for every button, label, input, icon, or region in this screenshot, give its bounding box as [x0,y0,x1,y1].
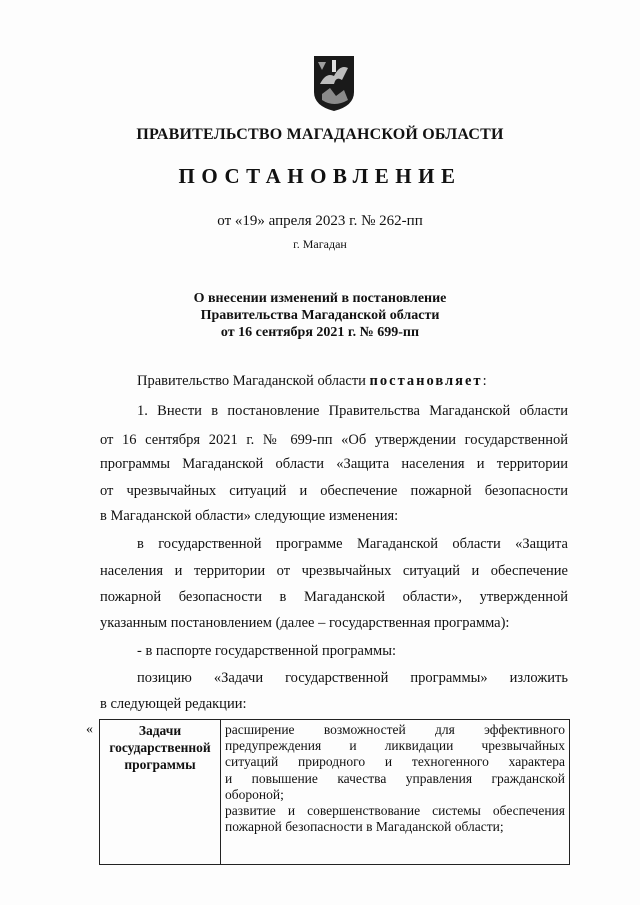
paragraph-line: в Магаданской области» следующие изменения: [100,508,399,524]
opening-quote-mark: « [86,722,93,737]
program-tasks-table [99,719,570,865]
paragraph-line: 1. Внести в постановление Правительства Магаданской области [137,403,568,419]
table-cell-label [100,720,221,865]
paragraph-line: указанным постановлением (далее – государственная программа): [100,615,510,631]
cell-content-line: обороной; [225,786,284,802]
intro-verb: постановляет [369,373,483,389]
document-city: г. Магадан [293,237,347,251]
document-subject [0,290,640,341]
government-name: ПРАВИТЕЛЬСТВО МАГАДАНСКОЙ ОБЛАСТИ [136,126,504,143]
subject-line: Правительства Магаданской области [200,308,440,323]
paragraph-line: от чрезвычайных ситуаций и обеспечение пожарной безопасности [100,483,568,499]
cell-content-line: ситуаций природного и техногенного характера [225,754,565,770]
table-row [100,720,570,865]
intro-paragraph [137,373,487,390]
paragraph-line: населения и территории от чрезвычайных ситуаций и обеспечение [100,563,568,579]
cell-content-line: и повышение качества управления гражданской [225,770,565,786]
paragraph-line: пожарной безопасности в Магаданской области», утвержденной [100,589,568,605]
cell-label-line: государственной [109,740,211,755]
paragraph-line: от 16 сентября 2021 г. № 699-пп «Об утверждении государственной [100,432,568,448]
cell-label-line: программы [124,757,196,772]
intro-colon: : [482,373,487,389]
coat-of-arms-emblem [312,54,356,112]
cell-label-line: Задачи [138,723,182,738]
cell-content-line: пожарной безопасности в Магаданской области; [225,819,504,835]
document-date-number: от «19» апреля 2023 г. № 262-пп [217,213,423,229]
paragraph-line: в следующей редакции: [100,696,247,712]
paragraph-line: - в паспорте государственной программы: [137,643,397,659]
cell-content-line: развитие и совершенствование системы обеспечения [225,803,565,819]
paragraph-line: в государственной программе Магаданской области «Защита [137,536,568,552]
cell-content-line: расширение возможностей для эффективного [225,722,565,737]
document-type-title: ПОСТАНОВЛЕНИЕ [178,164,462,188]
table-cell-content [221,720,570,865]
paragraph-line: программы Магаданской области «Защита населения и территории [100,456,568,472]
subject-line: О внесении изменений в постановление [193,291,447,306]
intro-text: Правительство Магаданской области [137,373,370,389]
cell-content-line: предупреждения и ликвидации чрезвычайных [225,738,565,754]
paragraph-line: позицию «Задачи государственной программы» изложить [137,670,568,686]
subject-line: от 16 сентября 2021 г. № 699-пп [220,325,420,340]
